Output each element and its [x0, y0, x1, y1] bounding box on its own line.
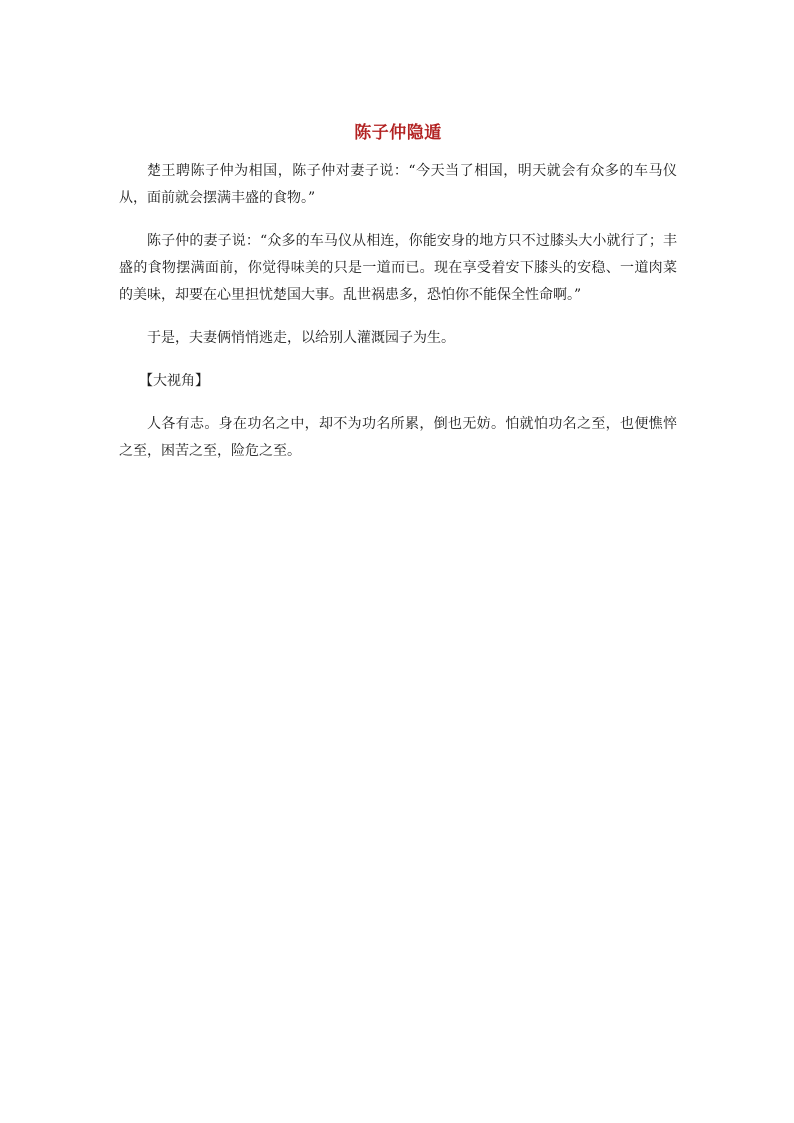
- page-title: 陈子仲隐遁: [354, 123, 442, 143]
- section-heading: 【大视角】: [139, 373, 209, 389]
- paragraph-story-2: 陈子仲的妻子说：“众多的车马仪从相连，你能安身的地方只不过膝头大小就行了；丰盛的食物摆满面前，你觉得味美的只是一道而已。现在享受着安下膝头的安稳、一道肉菜的美味，却要在心里担忧楚国大事。乱世祸患多，恐怕你不能保全性命啊。”: [119, 233, 677, 303]
- paragraph-commentary: 人各有志。身在功名之中，却不为功名所累，倒也无妨。怕就怕功名之至，也便憔悴之至，困苦之至，险危之至。: [119, 416, 677, 459]
- paragraph-story-3: 于是，夫妻俩悄悄逃走，以给别人灌溉园子为生。: [147, 330, 455, 346]
- paragraph-story-1: 楚王聘陈子仲为相国，陈子仲对妻子说：“今天当了相国，明天就会有众多的车马仪从，面前就会摆满丰盛的食物。”: [119, 163, 677, 206]
- document-body: [119, 118, 677, 481]
